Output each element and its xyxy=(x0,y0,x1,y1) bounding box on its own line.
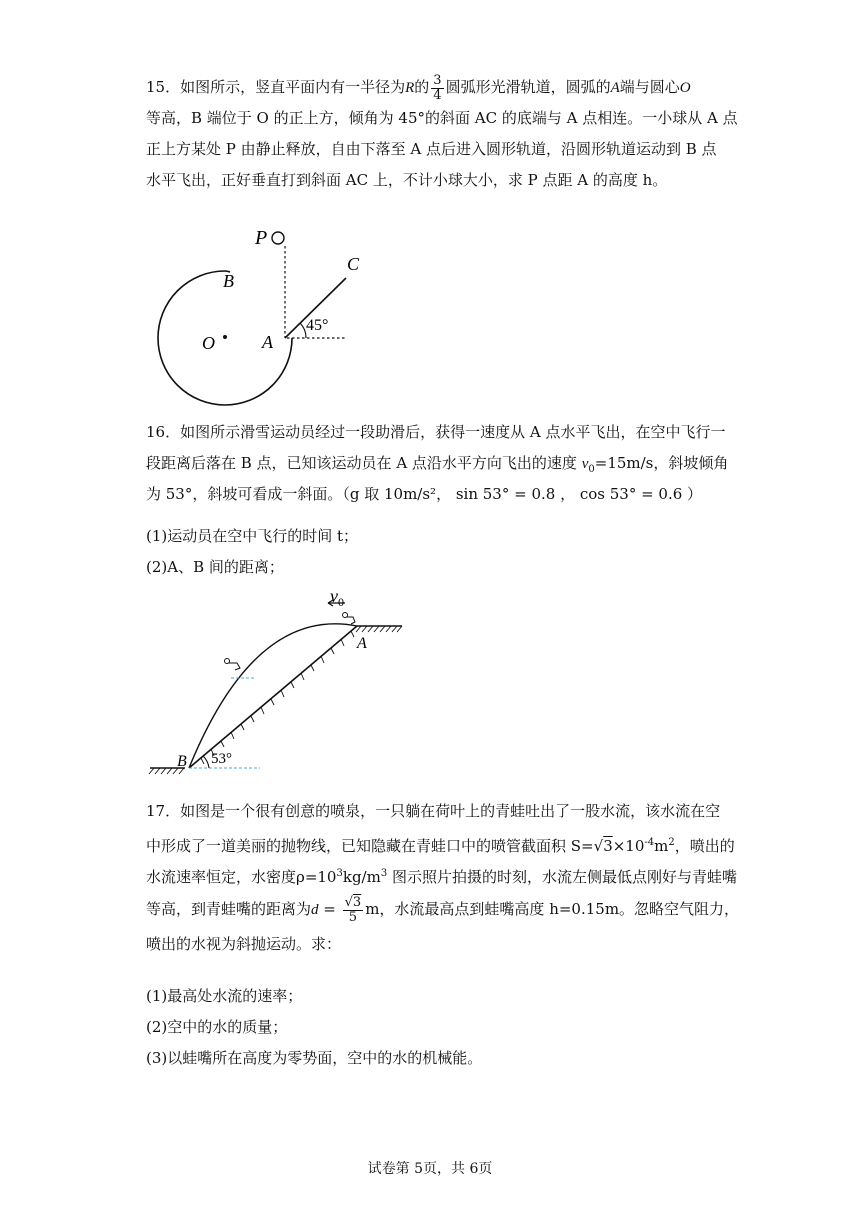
q17-line-4: 等高，到青蛙嘴的距离为d = $\frac{√3}{5}$ m，水流最高点到蛙嘴高度 h=0.15m。忽略空气阻力， xyxy=(146,894,740,925)
q16-figure xyxy=(145,588,410,778)
q17-sub-3: (3)以蛙嘴所在高度为零势面，空中的水的机械能。 xyxy=(146,1049,483,1067)
q16-sub-2: (2)A、B 间的距离； xyxy=(146,558,284,576)
label-a: A xyxy=(262,332,273,352)
label-o: O xyxy=(202,333,215,353)
skier-icon xyxy=(225,613,356,671)
q16-line-3: 为 53°，斜坡可看成一斜面。（g 取 10m/s²， sin 53° = 0.8 ， cos 53° = 0.6 ） xyxy=(146,485,703,503)
angle-53: 53° xyxy=(211,751,232,767)
q17-line-3: 水流速率恒定，水密度$\rho=10^3kg/m^3$ 图示照片拍摄的时刻，水流左侧最低点刚好与青蛙嘴 xyxy=(146,868,737,886)
label-v0: $v_0$ xyxy=(330,586,344,609)
label-p: P xyxy=(255,227,268,249)
question-17 xyxy=(146,796,740,960)
question-16 xyxy=(146,417,729,510)
q15-line-4: 水平飞出，正好垂直打到斜面 AC 上，不计小球大小，求 P 点距 A 的高度 h。 xyxy=(146,171,668,189)
q15-line-1: 15．如图所示，竖直平面内有一半径为R的 $\frac{3}{4}$ 圆弧形光滑轨道，圆弧的A端与圆心O xyxy=(146,72,691,103)
q17-sub-1: (1)最高处水流的速率； xyxy=(146,987,303,1005)
ball-p-icon xyxy=(272,232,284,244)
fraction-three-quarters: $\frac{3}{4}$ xyxy=(433,72,442,103)
page-footer: 试卷第 5页，共 6页 xyxy=(367,1161,493,1177)
q17-sub-2: (2)空中的水的质量； xyxy=(146,1018,288,1036)
center-o-dot xyxy=(223,335,227,339)
q15-line-2: 等高，B 端位于 O 的正上方，倾角为 45°的斜面 AC 的底端与 A 点相连。一小球从 A 点 xyxy=(146,109,738,127)
label-b: B xyxy=(223,271,234,291)
question-15 xyxy=(146,72,738,196)
q16-sub-1: (1)运动员在空中飞行的时间 t； xyxy=(146,527,359,545)
q15-line-3: 正上方某处 P 由静止释放，自由下落至 A 点后进入圆形轨道，沿圆形轨道运动到 B 点 xyxy=(146,140,717,158)
label-c: C xyxy=(347,254,360,274)
angle-45: 45° xyxy=(306,317,329,334)
label-a: A xyxy=(357,635,367,652)
q16-line-1: 16．如图所示滑雪运动员经过一段助滑后，获得一速度从 A 点水平飞出，在空中飞行一 xyxy=(146,423,726,441)
ski-slope xyxy=(189,626,357,768)
fraction-sqrt3-over-5: $\frac{√3}{5}$ xyxy=(344,894,362,925)
q17-line-1: 17．如图是一个很有创意的喷泉，一只躺在荷叶上的青蛙吐出了一股水流，该水流在空 xyxy=(146,802,721,820)
sqrt-symbol: √ xyxy=(593,837,604,855)
q17-line-2: 中形成了一道美丽的抛物线，已知隐藏在青蛙口中的喷管截面积 $S=√3\times 10^{-4}m^2$，喷出的 xyxy=(146,837,735,855)
label-b: B xyxy=(177,753,187,770)
q17-line-5: 喷出的水视为斜抛运动。求： xyxy=(146,935,342,953)
q15-figure xyxy=(150,220,360,400)
q16-line-2: 段距离后落在 B 点，已知该运动员在 A 点沿水平方向飞出的速度 $v_0=15m/s$，斜坡倾角 xyxy=(146,454,729,475)
